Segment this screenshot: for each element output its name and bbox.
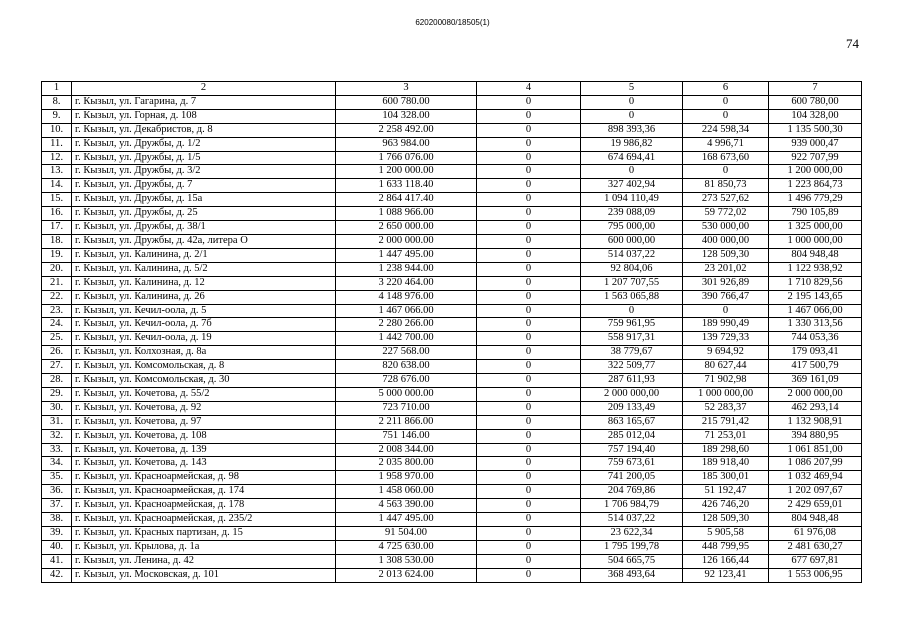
amount-cell: 0 xyxy=(581,165,683,179)
amount-cell: 1 330 313,56 xyxy=(769,318,862,332)
amount-cell: 4 996,71 xyxy=(683,137,769,151)
address-cell: г. Кызыл, ул. Дружбы, д. 1/5 xyxy=(72,151,336,165)
amount-cell: 0 xyxy=(477,165,581,179)
amount-cell: 0 xyxy=(477,401,581,415)
row-number: 22. xyxy=(42,290,72,304)
amount-cell: 38 779,67 xyxy=(581,346,683,360)
amount-cell: 368 493,64 xyxy=(581,568,683,582)
address-cell: г. Кызыл, ул. Красных партизан, д. 15 xyxy=(72,527,336,541)
column-header: 5 xyxy=(581,82,683,96)
amount-cell: 1 467 066,00 xyxy=(769,304,862,318)
amount-cell: 0 xyxy=(683,109,769,123)
amount-cell: 804 948,48 xyxy=(769,248,862,262)
address-cell: г. Кызыл, ул. Дружбы, д. 7 xyxy=(72,179,336,193)
amount-cell: 104 328.00 xyxy=(336,109,477,123)
amount-cell: 2 258 492.00 xyxy=(336,123,477,137)
row-number: 16. xyxy=(42,207,72,221)
amount-cell: 514 037,22 xyxy=(581,513,683,527)
address-cell: г. Кызыл, ул. Кочетова, д. 55/2 xyxy=(72,387,336,401)
row-number: 18. xyxy=(42,234,72,248)
amount-cell: 239 088,09 xyxy=(581,207,683,221)
amount-cell: 0 xyxy=(477,457,581,471)
row-number: 29. xyxy=(42,387,72,401)
table-row xyxy=(42,304,862,318)
amount-cell: 600 780,00 xyxy=(769,95,862,109)
amount-cell: 227 568.00 xyxy=(336,346,477,360)
table-header-row xyxy=(42,82,862,96)
amount-cell: 514 037,22 xyxy=(581,248,683,262)
amount-cell: 52 283,37 xyxy=(683,401,769,415)
address-cell: г. Кызыл, ул. Московская, д. 101 xyxy=(72,568,336,582)
amount-cell: 0 xyxy=(477,318,581,332)
table-row xyxy=(42,165,862,179)
amount-cell: 0 xyxy=(477,485,581,499)
amount-cell: 189 918,40 xyxy=(683,457,769,471)
amount-cell: 322 509,77 xyxy=(581,360,683,374)
row-number: 15. xyxy=(42,193,72,207)
amount-cell: 301 926,89 xyxy=(683,276,769,290)
table-row xyxy=(42,137,862,151)
amount-cell: 1 094 110,49 xyxy=(581,193,683,207)
amount-cell: 0 xyxy=(477,387,581,401)
amount-cell: 1 706 984,79 xyxy=(581,499,683,513)
amount-cell: 1 633 118.40 xyxy=(336,179,477,193)
amount-cell: 0 xyxy=(477,360,581,374)
amount-cell: 898 393,36 xyxy=(581,123,683,137)
amount-cell: 741 200,05 xyxy=(581,471,683,485)
amount-cell: 0 xyxy=(477,471,581,485)
amount-cell: 104 328,00 xyxy=(769,109,862,123)
table-row xyxy=(42,290,862,304)
row-number: 36. xyxy=(42,485,72,499)
amount-cell: 1 088 966.00 xyxy=(336,207,477,221)
amount-cell: 0 xyxy=(477,527,581,541)
amount-cell: 128 509,30 xyxy=(683,513,769,527)
table-row xyxy=(42,415,862,429)
amount-cell: 51 192,47 xyxy=(683,485,769,499)
amount-cell: 790 105,89 xyxy=(769,207,862,221)
amount-cell: 1 563 065,88 xyxy=(581,290,683,304)
row-number: 31. xyxy=(42,415,72,429)
amount-cell: 224 598,34 xyxy=(683,123,769,137)
amount-cell: 189 990,49 xyxy=(683,318,769,332)
address-cell: г. Кызыл, ул. Дружбы, д. 1/2 xyxy=(72,137,336,151)
table-row xyxy=(42,151,862,165)
amount-cell: 1 710 829,56 xyxy=(769,276,862,290)
amount-cell: 757 194,40 xyxy=(581,443,683,457)
amount-cell: 400 000,00 xyxy=(683,234,769,248)
amount-cell: 0 xyxy=(477,221,581,235)
amount-cell: 2 013 624.00 xyxy=(336,568,477,582)
amount-cell: 1 086 207,99 xyxy=(769,457,862,471)
amount-cell: 139 729,33 xyxy=(683,332,769,346)
amount-cell: 863 165,67 xyxy=(581,415,683,429)
row-number: 23. xyxy=(42,304,72,318)
amount-cell: 5 000 000.00 xyxy=(336,387,477,401)
amount-cell: 185 300,01 xyxy=(683,471,769,485)
table-row xyxy=(42,457,862,471)
amount-cell: 1 238 944.00 xyxy=(336,262,477,276)
column-header: 4 xyxy=(477,82,581,96)
address-cell: г. Кызыл, ул. Кочетова, д. 92 xyxy=(72,401,336,415)
amount-cell: 1 207 707,55 xyxy=(581,276,683,290)
table-body xyxy=(42,95,862,582)
amount-cell: 0 xyxy=(477,332,581,346)
address-cell: г. Кызыл, ул. Горная, д. 108 xyxy=(72,109,336,123)
table-row xyxy=(42,443,862,457)
amount-cell: 0 xyxy=(581,109,683,123)
amount-cell: 0 xyxy=(477,429,581,443)
row-number: 42. xyxy=(42,568,72,582)
amount-cell: 5 905,58 xyxy=(683,527,769,541)
row-number: 28. xyxy=(42,374,72,388)
amount-cell: 744 053,36 xyxy=(769,332,862,346)
amount-cell: 92 804,06 xyxy=(581,262,683,276)
row-number: 27. xyxy=(42,360,72,374)
table-row xyxy=(42,540,862,554)
amount-cell: 1 061 851,00 xyxy=(769,443,862,457)
table-row xyxy=(42,179,862,193)
amount-cell: 0 xyxy=(477,415,581,429)
amount-cell: 0 xyxy=(477,109,581,123)
table-row xyxy=(42,485,862,499)
table-row xyxy=(42,318,862,332)
amount-cell: 2 864 417.40 xyxy=(336,193,477,207)
amount-cell: 23 201,02 xyxy=(683,262,769,276)
amount-cell: 0 xyxy=(477,234,581,248)
amount-cell: 1 442 700.00 xyxy=(336,332,477,346)
amount-cell: 751 146.00 xyxy=(336,429,477,443)
amount-cell: 81 850,73 xyxy=(683,179,769,193)
address-cell: г. Кызыл, ул. Кечил-оола, д. 19 xyxy=(72,332,336,346)
document-id: 620200080/18505(1) xyxy=(415,18,490,27)
row-number: 24. xyxy=(42,318,72,332)
amount-cell: 1 447 495.00 xyxy=(336,513,477,527)
amount-cell: 2 195 143,65 xyxy=(769,290,862,304)
amount-cell: 0 xyxy=(477,554,581,568)
amount-cell: 426 746,20 xyxy=(683,499,769,513)
address-cell: г. Кызыл, ул. Крылова, д. 1а xyxy=(72,540,336,554)
amount-cell: 19 986,82 xyxy=(581,137,683,151)
table-row xyxy=(42,276,862,290)
amount-cell: 128 509,30 xyxy=(683,248,769,262)
amount-cell: 804 948,48 xyxy=(769,513,862,527)
row-number: 40. xyxy=(42,540,72,554)
address-cell: г. Кызыл, ул. Дружбы, д. 25 xyxy=(72,207,336,221)
address-cell: г. Кызыл, ул. Колхозная, д. 8а xyxy=(72,346,336,360)
amount-cell: 0 xyxy=(683,95,769,109)
row-number: 10. xyxy=(42,123,72,137)
amount-cell: 390 766,47 xyxy=(683,290,769,304)
amount-cell: 0 xyxy=(477,193,581,207)
row-number: 9. xyxy=(42,109,72,123)
amount-cell: 2 211 866.00 xyxy=(336,415,477,429)
table-row xyxy=(42,221,862,235)
table-row xyxy=(42,123,862,137)
row-number: 8. xyxy=(42,95,72,109)
amount-cell: 0 xyxy=(477,499,581,513)
amount-cell: 2 650 000.00 xyxy=(336,221,477,235)
amount-cell: 369 161,09 xyxy=(769,374,862,388)
address-cell: г. Кызыл, ул. Калинина, д. 26 xyxy=(72,290,336,304)
table-row xyxy=(42,346,862,360)
amount-cell: 448 799,95 xyxy=(683,540,769,554)
address-cell: г. Кызыл, ул. Калинина, д. 12 xyxy=(72,276,336,290)
column-header: 2 xyxy=(72,82,336,96)
amount-cell: 1 132 908,91 xyxy=(769,415,862,429)
amount-cell: 0 xyxy=(581,95,683,109)
amount-cell: 1 200 000.00 xyxy=(336,165,477,179)
amount-cell: 462 293,14 xyxy=(769,401,862,415)
amount-cell: 939 000,47 xyxy=(769,137,862,151)
amount-cell: 1 000 000,00 xyxy=(769,234,862,248)
table-row xyxy=(42,95,862,109)
amount-cell: 530 000,00 xyxy=(683,221,769,235)
amount-cell: 0 xyxy=(477,123,581,137)
address-cell: г. Кызыл, ул. Дружбы, д. 3/2 xyxy=(72,165,336,179)
amount-cell: 1 135 500,30 xyxy=(769,123,862,137)
amount-cell: 4 563 390.00 xyxy=(336,499,477,513)
amount-cell: 4 725 630.00 xyxy=(336,540,477,554)
table-row xyxy=(42,471,862,485)
amount-cell: 1 496 779,29 xyxy=(769,193,862,207)
amount-cell: 71 253,01 xyxy=(683,429,769,443)
address-cell: г. Кызыл, ул. Кочетова, д. 139 xyxy=(72,443,336,457)
amount-cell: 0 xyxy=(477,137,581,151)
amount-cell: 189 298,60 xyxy=(683,443,769,457)
amount-cell: 0 xyxy=(477,207,581,221)
amount-cell: 0 xyxy=(683,165,769,179)
amount-cell: 600 000,00 xyxy=(581,234,683,248)
table-row xyxy=(42,568,862,582)
address-cell: г. Кызыл, ул. Кочетова, д. 143 xyxy=(72,457,336,471)
amount-cell: 922 707,99 xyxy=(769,151,862,165)
amount-cell: 1 200 000,00 xyxy=(769,165,862,179)
amount-cell: 558 917,31 xyxy=(581,332,683,346)
amount-cell: 9 694,92 xyxy=(683,346,769,360)
amount-cell: 417 500,79 xyxy=(769,360,862,374)
amount-cell: 0 xyxy=(581,304,683,318)
amount-cell: 0 xyxy=(477,443,581,457)
table-row xyxy=(42,499,862,513)
column-header: 3 xyxy=(336,82,477,96)
amount-cell: 728 676.00 xyxy=(336,374,477,388)
register-table xyxy=(41,81,862,583)
amount-cell: 0 xyxy=(477,179,581,193)
amount-cell: 209 133,49 xyxy=(581,401,683,415)
amount-cell: 0 xyxy=(477,540,581,554)
row-number: 19. xyxy=(42,248,72,262)
amount-cell: 1 553 006,95 xyxy=(769,568,862,582)
row-number: 39. xyxy=(42,527,72,541)
table-row xyxy=(42,429,862,443)
table-row xyxy=(42,109,862,123)
table-row xyxy=(42,513,862,527)
amount-cell: 1 795 199,78 xyxy=(581,540,683,554)
address-cell: г. Кызыл, ул. Дружбы, д. 42а, литера О xyxy=(72,234,336,248)
amount-cell: 1 032 469,94 xyxy=(769,471,862,485)
table-row xyxy=(42,332,862,346)
amount-cell: 2 429 659,01 xyxy=(769,499,862,513)
amount-cell: 3 220 464.00 xyxy=(336,276,477,290)
amount-cell: 92 123,41 xyxy=(683,568,769,582)
amount-cell: 0 xyxy=(477,95,581,109)
amount-cell: 1 458 060.00 xyxy=(336,485,477,499)
amount-cell: 2 000 000,00 xyxy=(581,387,683,401)
row-number: 12. xyxy=(42,151,72,165)
amount-cell: 80 627,44 xyxy=(683,360,769,374)
row-number: 14. xyxy=(42,179,72,193)
table-row xyxy=(42,360,862,374)
amount-cell: 759 961,95 xyxy=(581,318,683,332)
row-number: 35. xyxy=(42,471,72,485)
row-number: 30. xyxy=(42,401,72,415)
row-number: 41. xyxy=(42,554,72,568)
row-number: 37. xyxy=(42,499,72,513)
amount-cell: 2 000 000,00 xyxy=(769,387,862,401)
amount-cell: 1 958 970.00 xyxy=(336,471,477,485)
table-row xyxy=(42,262,862,276)
amount-cell: 2 481 630,27 xyxy=(769,540,862,554)
table-row xyxy=(42,401,862,415)
row-number: 25. xyxy=(42,332,72,346)
row-number: 32. xyxy=(42,429,72,443)
amount-cell: 0 xyxy=(477,276,581,290)
address-cell: г. Кызыл, ул. Красноармейская, д. 98 xyxy=(72,471,336,485)
amount-cell: 273 527,62 xyxy=(683,193,769,207)
address-cell: г. Кызыл, ул. Комсомольская, д. 30 xyxy=(72,374,336,388)
address-cell: г. Кызыл, ул. Кечил-оола, д. 7б xyxy=(72,318,336,332)
amount-cell: 1 223 864,73 xyxy=(769,179,862,193)
address-cell: г. Кызыл, ул. Комсомольская, д. 8 xyxy=(72,360,336,374)
amount-cell: 963 984.00 xyxy=(336,137,477,151)
address-cell: г. Кызыл, ул. Красноармейская, д. 174 xyxy=(72,485,336,499)
amount-cell: 1 447 495.00 xyxy=(336,248,477,262)
amount-cell: 168 673,60 xyxy=(683,151,769,165)
amount-cell: 327 402,94 xyxy=(581,179,683,193)
amount-cell: 4 148 976.00 xyxy=(336,290,477,304)
amount-cell: 2 280 266.00 xyxy=(336,318,477,332)
address-cell: г. Кызыл, ул. Кечил-оола, д. 5 xyxy=(72,304,336,318)
address-cell: г. Кызыл, ул. Гагарина, д. 7 xyxy=(72,95,336,109)
amount-cell: 723 710.00 xyxy=(336,401,477,415)
row-number: 34. xyxy=(42,457,72,471)
table-row xyxy=(42,207,862,221)
column-header: 1 xyxy=(42,82,72,96)
row-number: 26. xyxy=(42,346,72,360)
amount-cell: 0 xyxy=(477,568,581,582)
row-number: 13. xyxy=(42,165,72,179)
amount-cell: 1 122 938,92 xyxy=(769,262,862,276)
amount-cell: 0 xyxy=(477,374,581,388)
column-header: 7 xyxy=(769,82,862,96)
amount-cell: 0 xyxy=(477,248,581,262)
amount-cell: 91 504.00 xyxy=(336,527,477,541)
amount-cell: 59 772,02 xyxy=(683,207,769,221)
amount-cell: 0 xyxy=(477,262,581,276)
amount-cell: 0 xyxy=(477,151,581,165)
table-row xyxy=(42,554,862,568)
amount-cell: 1 467 066.00 xyxy=(336,304,477,318)
amount-cell: 23 622,34 xyxy=(581,527,683,541)
address-cell: г. Кызыл, ул. Декабристов, д. 8 xyxy=(72,123,336,137)
amount-cell: 394 880,95 xyxy=(769,429,862,443)
column-header: 6 xyxy=(683,82,769,96)
amount-cell: 2 008 344.00 xyxy=(336,443,477,457)
address-cell: г. Кызыл, ул. Красноармейская, д. 178 xyxy=(72,499,336,513)
amount-cell: 0 xyxy=(477,513,581,527)
amount-cell: 674 694,41 xyxy=(581,151,683,165)
table-row xyxy=(42,193,862,207)
amount-cell: 179 093,41 xyxy=(769,346,862,360)
address-cell: г. Кызыл, ул. Красноармейская, д. 235/2 xyxy=(72,513,336,527)
amount-cell: 504 665,75 xyxy=(581,554,683,568)
row-number: 20. xyxy=(42,262,72,276)
amount-cell: 287 611,93 xyxy=(581,374,683,388)
table-row xyxy=(42,387,862,401)
amount-cell: 285 012,04 xyxy=(581,429,683,443)
row-number: 38. xyxy=(42,513,72,527)
table-row xyxy=(42,248,862,262)
row-number: 21. xyxy=(42,276,72,290)
amount-cell: 0 xyxy=(477,346,581,360)
amount-cell: 1 766 076.00 xyxy=(336,151,477,165)
amount-cell: 0 xyxy=(683,304,769,318)
row-number: 11. xyxy=(42,137,72,151)
address-cell: г. Кызыл, ул. Калинина, д. 2/1 xyxy=(72,248,336,262)
amount-cell: 1 000 000,00 xyxy=(683,387,769,401)
address-cell: г. Кызыл, ул. Кочетова, д. 108 xyxy=(72,429,336,443)
address-cell: г. Кызыл, ул. Дружбы, д. 38/1 xyxy=(72,221,336,235)
amount-cell: 71 902,98 xyxy=(683,374,769,388)
amount-cell: 0 xyxy=(477,290,581,304)
amount-cell: 600 780.00 xyxy=(336,95,477,109)
table-row xyxy=(42,374,862,388)
row-number: 33. xyxy=(42,443,72,457)
amount-cell: 820 638.00 xyxy=(336,360,477,374)
table-row xyxy=(42,234,862,248)
address-cell: г. Кызыл, ул. Кочетова, д. 97 xyxy=(72,415,336,429)
amount-cell: 1 202 097,67 xyxy=(769,485,862,499)
amount-cell: 0 xyxy=(477,304,581,318)
table-row xyxy=(42,527,862,541)
address-cell: г. Кызыл, ул. Калинина, д. 5/2 xyxy=(72,262,336,276)
amount-cell: 61 976,08 xyxy=(769,527,862,541)
amount-cell: 759 673,61 xyxy=(581,457,683,471)
amount-cell: 204 769,86 xyxy=(581,485,683,499)
amount-cell: 2 000 000.00 xyxy=(336,234,477,248)
address-cell: г. Кызыл, ул. Дружбы, д. 15а xyxy=(72,193,336,207)
page-number: 74 xyxy=(846,36,859,51)
amount-cell: 795 000,00 xyxy=(581,221,683,235)
amount-cell: 677 697,81 xyxy=(769,554,862,568)
amount-cell: 1 325 000,00 xyxy=(769,221,862,235)
amount-cell: 1 308 530.00 xyxy=(336,554,477,568)
amount-cell: 215 791,42 xyxy=(683,415,769,429)
address-cell: г. Кызыл, ул. Ленина, д. 42 xyxy=(72,554,336,568)
row-number: 17. xyxy=(42,221,72,235)
amount-cell: 2 035 800.00 xyxy=(336,457,477,471)
amount-cell: 126 166,44 xyxy=(683,554,769,568)
